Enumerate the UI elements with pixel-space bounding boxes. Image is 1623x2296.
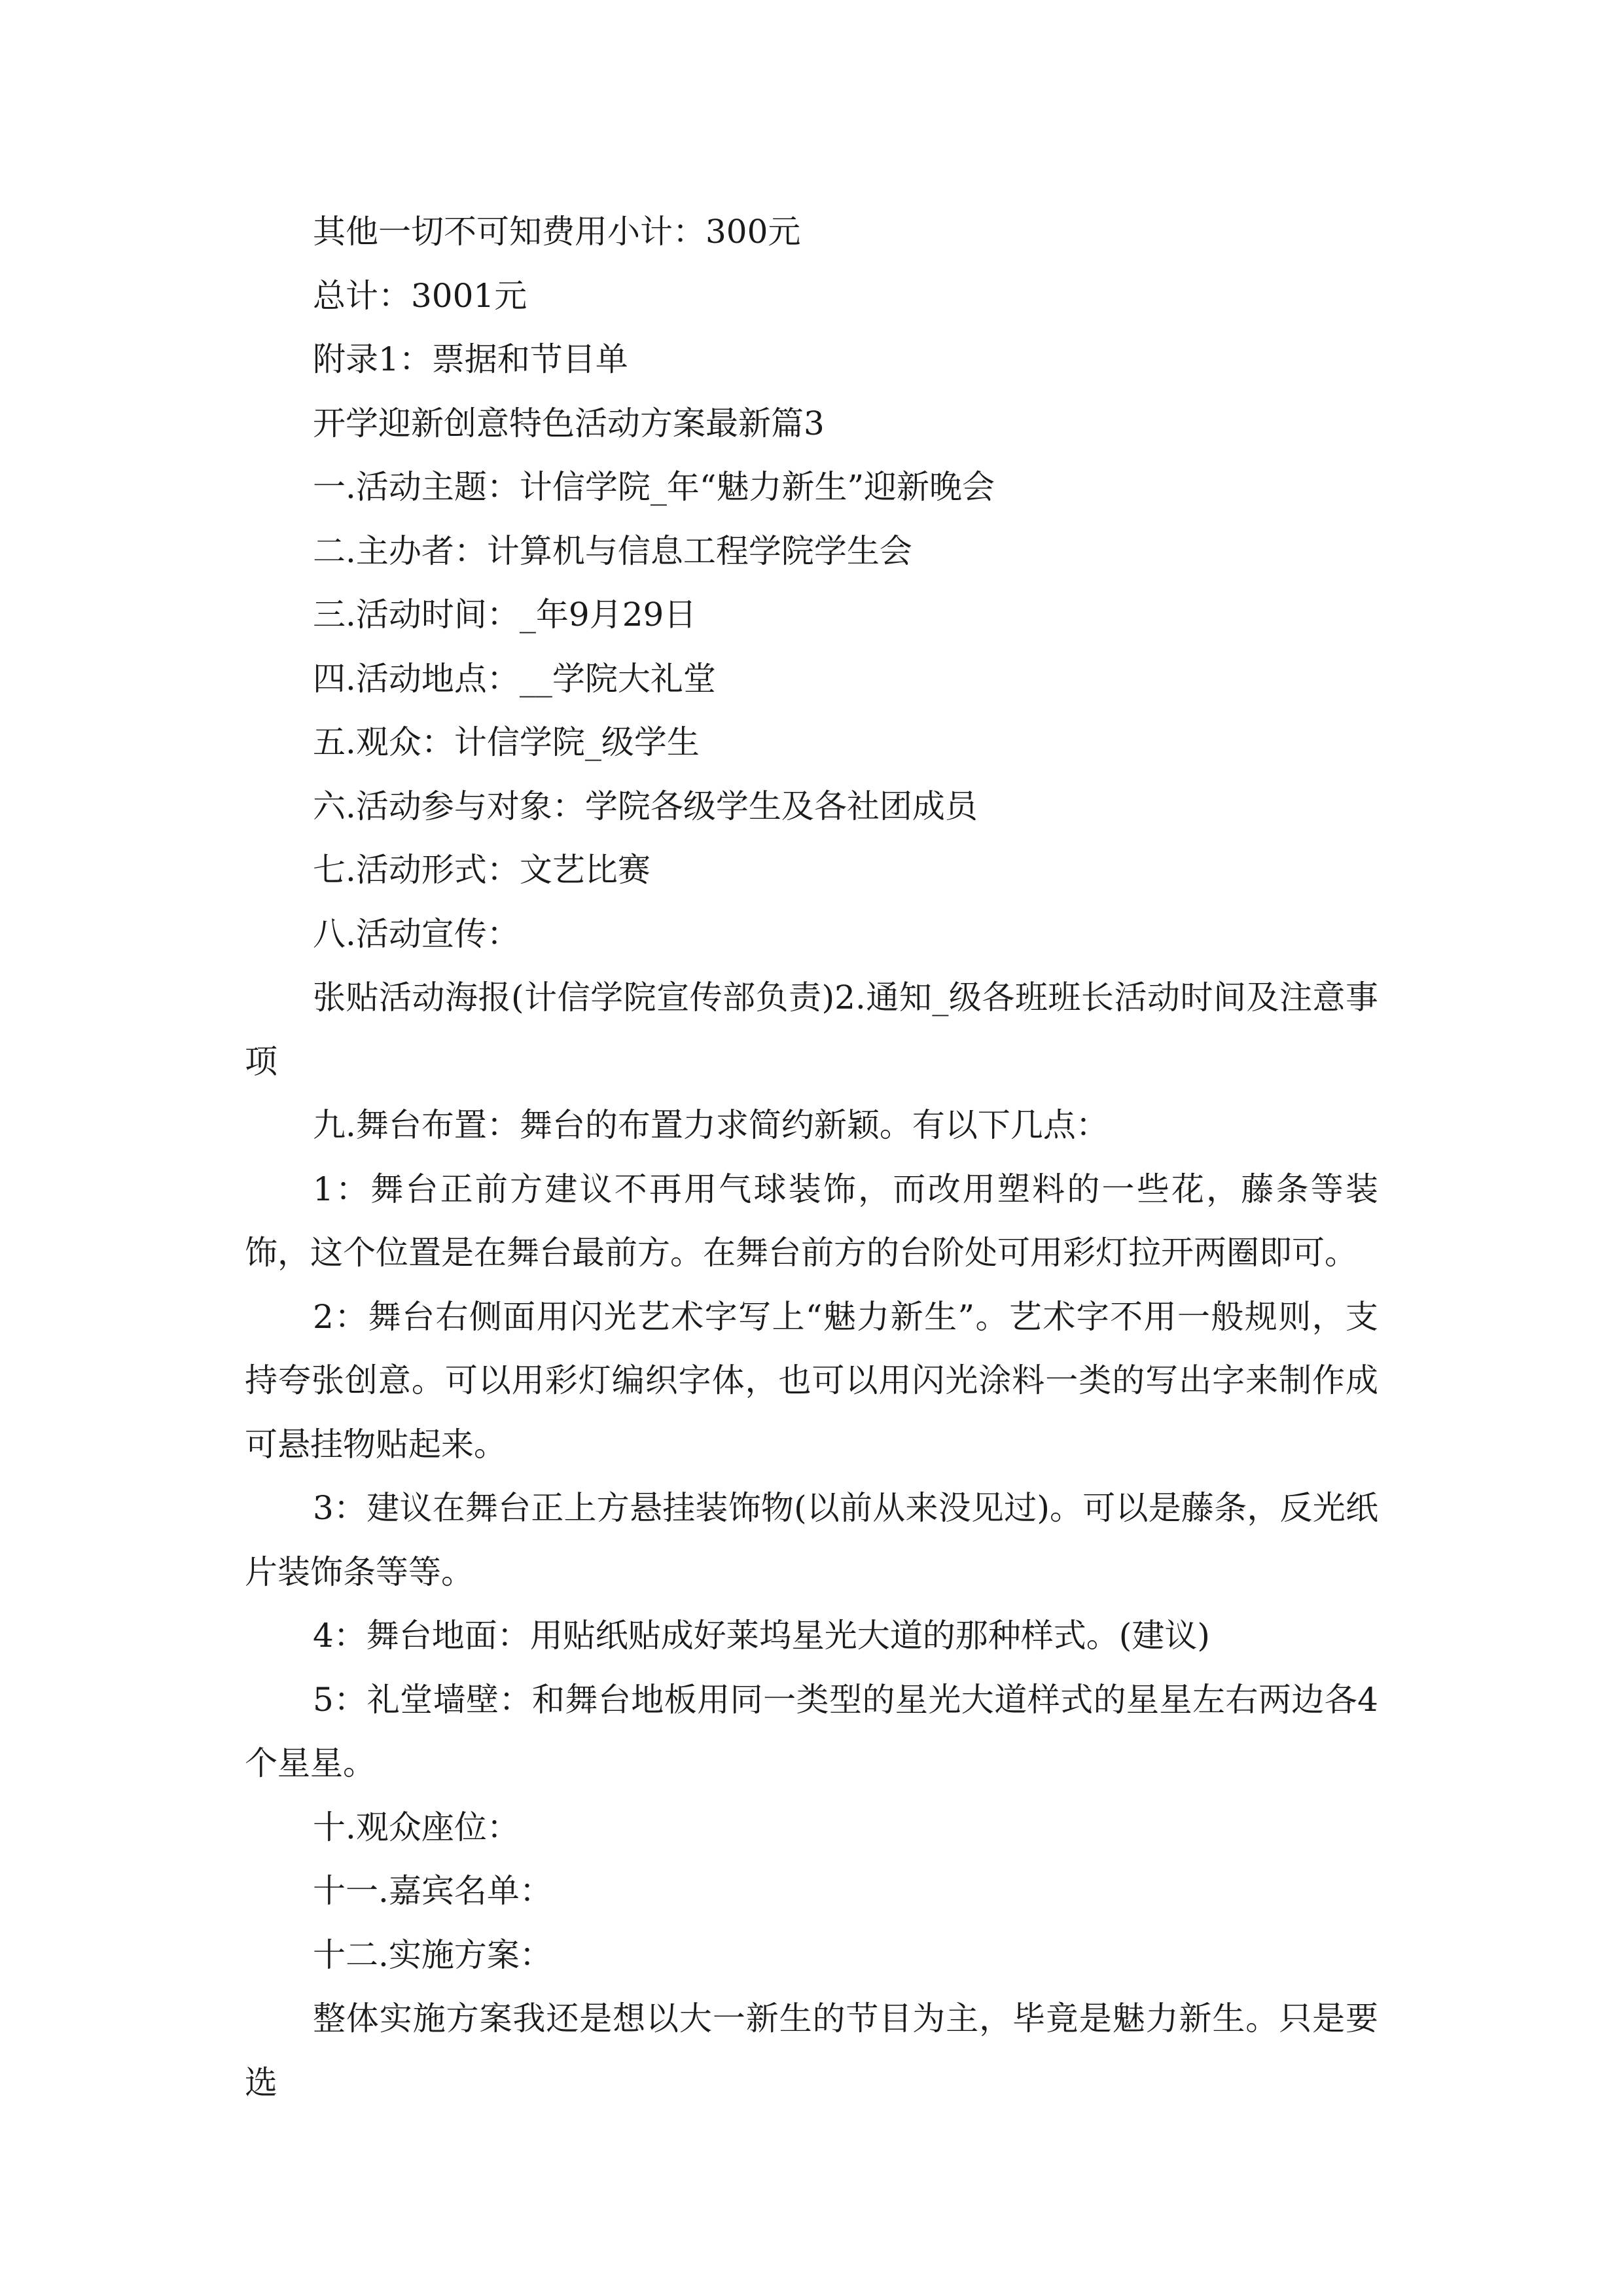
- document-body: [245, 200, 1378, 2115]
- paragraph-theme: 一.活动主题：计信学院_年“魅力新生”迎新晚会: [313, 468, 995, 506]
- paragraph-organizer: 二.主办者：计算机与信息工程学院学生会: [313, 531, 912, 570]
- paragraph-stage-item-4: 4：舞台地面：用贴纸贴成好莱坞星光大道的那种样式。(建议): [313, 1617, 1210, 1655]
- paragraph-misc-cost: 其他一切不可知费用小计：300元: [313, 213, 801, 251]
- paragraph-promotion: 八.活动宣传：: [313, 914, 520, 953]
- paragraph-total: 总计：3001元: [313, 276, 527, 315]
- paragraph-guests: 十一.嘉宾名单：: [313, 1872, 552, 1910]
- paragraph-implementation-detail: 整体实施方案我还是想以大一新生的节目为主，毕竟是魅力新生。只是要选: [245, 2000, 1378, 2102]
- paragraph-audience: 五.观众：计信学院_级学生: [313, 723, 700, 761]
- paragraph-stage-item-1: 1：舞台正前方建议不再用气球装饰，而改用塑料的一些花，藤条等装饰，这个位置是在舞台最前方。在舞台前方的台阶处可用彩灯拉开两圈即可。: [245, 1170, 1378, 1272]
- paragraph-location: 四.活动地点：__学院大礼堂: [313, 659, 716, 698]
- paragraph-time: 三.活动时间：_年9月29日: [313, 596, 697, 634]
- paragraph-appendix: 附录1：票据和节目单: [313, 340, 628, 378]
- paragraph-promotion-detail: 张贴活动海报(计信学院宣传部负责)2.通知_级各班班长活动时间及注意事项: [245, 978, 1378, 1081]
- paragraph-format: 七.活动形式：文艺比赛: [313, 851, 651, 889]
- paragraph-stage-setup: 九.舞台布置：舞台的布置力求简约新颖。有以下几点：: [313, 1106, 1109, 1144]
- paragraph-stage-item-3: 3：建议在舞台正上方悬挂装饰物(以前从来没见过)。可以是藤条，反光纸片装饰条等等。: [245, 1489, 1378, 1591]
- paragraph-section-title: 开学迎新创意特色活动方案最新篇3: [313, 404, 825, 442]
- paragraph-seating: 十.观众座位：: [313, 1808, 520, 1846]
- paragraph-stage-item-5: 5：礼堂墙壁：和舞台地板用同一类型的星光大道样式的星星左右两边各4个星星。: [245, 1680, 1378, 1782]
- paragraph-stage-item-2: 2：舞台右侧面用闪光艺术字写上“魅力新生”。艺术字不用一般规则，支持夸张创意。可以用彩灯编织字体，也可以用闪光涂料一类的写出字来制作成可悬挂物贴起来。: [245, 1297, 1378, 1463]
- paragraph-implementation: 十二.实施方案：: [313, 1935, 552, 1974]
- paragraph-participants: 六.活动参与对象：学院各级学生及各社团成员: [313, 787, 978, 825]
